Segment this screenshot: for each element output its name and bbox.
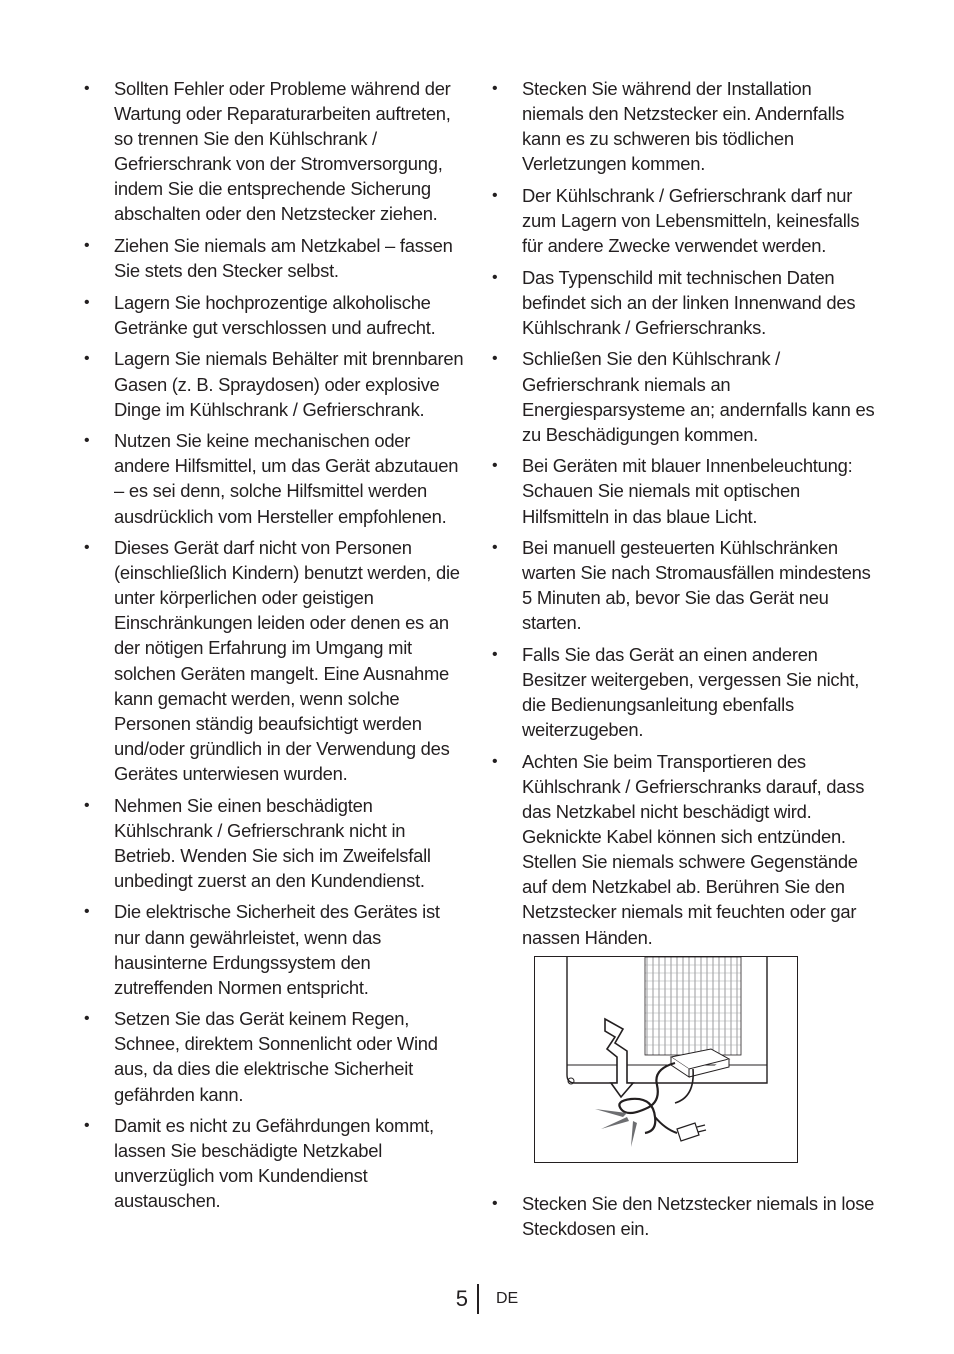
bullet-marker: •	[84, 80, 90, 97]
list-item	[492, 76, 876, 176]
list-item	[84, 428, 468, 528]
list-item	[84, 233, 468, 283]
list-item-text: Bei Geräten mit blauer Innenbeleuchtung: Schauen Sie niemals mit optischen Hilfsmitteln in das blaue Licht.	[522, 455, 853, 527]
right-column	[492, 76, 876, 1248]
bullet-marker: •	[84, 903, 90, 921]
list-item	[492, 749, 876, 950]
list-item	[492, 265, 876, 340]
list-item-text: Die elektrische Sicherheit des Gerätes ist nur dann gewährleistet, wenn das hausinterne Erdungssystem den zutreffenden Normen entspricht.	[114, 901, 440, 998]
list-item-text: Stecken Sie den Netzstecker niemals in lose Steckdosen ein.	[522, 1193, 875, 1240]
bullet-marker: •	[492, 268, 498, 286]
list-item	[84, 290, 468, 340]
list-item	[84, 1113, 468, 1213]
list-item-text: Sollten Fehler oder Probleme während der Wartung oder Reparaturarbeiten auftreten, so trennen Sie den Kühlschrank / Gefrierschrank von der Stromversorgung, indem Sie die entsprechende Sicherung abschalten oder den Netzstecker ziehen.	[114, 78, 451, 225]
page-footer	[0, 1284, 954, 1316]
bullet-marker: •	[84, 293, 90, 311]
list-item	[492, 642, 876, 742]
bullet-marker: •	[84, 1117, 90, 1135]
bullet-list-right	[492, 76, 876, 950]
list-item-text: Stecken Sie während der Installation niemals den Netzstecker ein. Andernfalls kann es zu schweren bis tödlichen Verletzungen kommen.	[522, 78, 845, 175]
list-item-text: Bei manuell gesteuerten Kühlschränken warten Sie nach Stromausfällen mindestens 5 Minuten ab, bevor Sie das Gerät neu starten.	[522, 537, 871, 634]
list-item-text: Lagern Sie niemals Behälter mit brennbaren Gasen (z. B. Spraydosen) oder explosive Dinge im Kühlschrank / Gefrierschrank.	[114, 348, 464, 420]
bullet-marker: •	[492, 539, 498, 557]
bullet-marker: •	[492, 350, 498, 368]
list-item-text: Lagern Sie hochprozentige alkoholische Getränke gut verschlossen und aufrecht.	[114, 291, 436, 338]
list-item-text: Der Kühlschrank / Gefrierschrank darf nur zum Lagern von Lebensmitteln, keinesfalls für andere Zwecke verwendet werden.	[522, 184, 860, 257]
bullet-marker: •	[492, 645, 498, 663]
bullet-list-right-continued	[492, 1191, 876, 1241]
list-item-text: Nehmen Sie einen beschädigten Kühlschrank / Gefrierschrank nicht in Betrieb. Wenden Sie sich im Zweifelsfall unbedingt zuerst an den Kundendienst.	[114, 794, 431, 891]
list-item	[492, 183, 876, 258]
list-item	[492, 1191, 876, 1241]
footer-divider	[477, 1284, 479, 1314]
list-item	[84, 535, 468, 786]
list-item	[492, 346, 876, 446]
list-item	[84, 346, 468, 421]
list-item-text: Achten Sie beim Transportieren des Kühlschrank / Gefrierschranks darauf, dass das Netzkabel nicht beschädigt wird. Geknickte Kabel können sich entzünden. Stellen Sie niemals schwere Gegenstände auf dem Netzkabel ab. Berühren Sie den Netzstecker niemals mit feuchten oder gar nassen Händen.	[522, 750, 865, 948]
bullet-marker: •	[84, 796, 90, 814]
page-number: 5	[455, 1286, 468, 1311]
list-item	[84, 899, 468, 999]
list-item	[84, 76, 468, 227]
list-item	[84, 793, 468, 893]
bullet-marker: •	[84, 1010, 90, 1028]
list-item	[492, 453, 876, 528]
bullet-marker: •	[84, 350, 90, 368]
bullet-marker: •	[84, 432, 90, 450]
left-column	[84, 76, 468, 1220]
list-item	[84, 1006, 468, 1106]
list-item-text: Schließen Sie den Kühlschrank / Gefrierschrank niemals an Energiesparsysteme an; andernfalls kann es zu Beschädigungen kommen.	[522, 348, 875, 445]
refrigerator-back-illustration	[535, 957, 797, 1162]
list-item-text: Das Typenschild mit technischen Daten befindet sich an der linken Innenwand des Kühlschrank / Gefrierschranks.	[522, 266, 856, 338]
bullet-marker: •	[492, 186, 498, 204]
bullet-marker: •	[492, 457, 498, 475]
list-item-text: Dieses Gerät darf nicht von Personen (einschließlich Kindern) benutzt werden, die unter körperlichen oder geistigen Einschränkungen leiden oder denen es an der nötigen Erfahrung im Umgang mit solchen Geräten mangelt. Eine Ausnahme kann gemacht werden, wenn solche Personen ständig beaufsichtigt werden und/oder gründlich in der Verwendung des Gerätes unterwiesen wurden.	[114, 537, 460, 784]
language-code: DE	[496, 1290, 519, 1307]
bullet-marker: •	[84, 539, 90, 557]
bullet-marker: •	[492, 80, 498, 97]
list-item-text: Falls Sie das Gerät an einen anderen Besitzer weitergeben, vergessen Sie nicht, die Bedienungsanleitung ebenfalls weiterzugeben.	[522, 643, 860, 741]
bullet-marker: •	[84, 237, 90, 255]
bullet-list-left	[84, 76, 468, 1214]
bullet-marker: •	[492, 1195, 498, 1213]
list-item-text: Nutzen Sie keine mechanischen oder andere Hilfsmittel, um das Gerät abzutauen – es sei denn, solche Hilfsmittel werden ausdrücklich vom Hersteller empfohlenen.	[114, 430, 459, 527]
list-item	[492, 535, 876, 635]
list-item-text: Damit es nicht zu Gefährdungen kommt, lassen Sie beschädigte Netzkabel unverzüglich vom Kundendienst austauschen.	[114, 1115, 434, 1212]
power-cable-warning-illustration	[534, 956, 798, 1163]
bullet-marker: •	[492, 752, 498, 770]
list-item-text: Ziehen Sie niemals am Netzkabel – fassen Sie stets den Stecker selbst.	[114, 235, 453, 282]
list-item-text: Setzen Sie das Gerät keinem Regen, Schnee, direktem Sonnenlicht oder Wind aus, da dies die elektrische Sicherheit gefährden kann.	[114, 1008, 438, 1105]
